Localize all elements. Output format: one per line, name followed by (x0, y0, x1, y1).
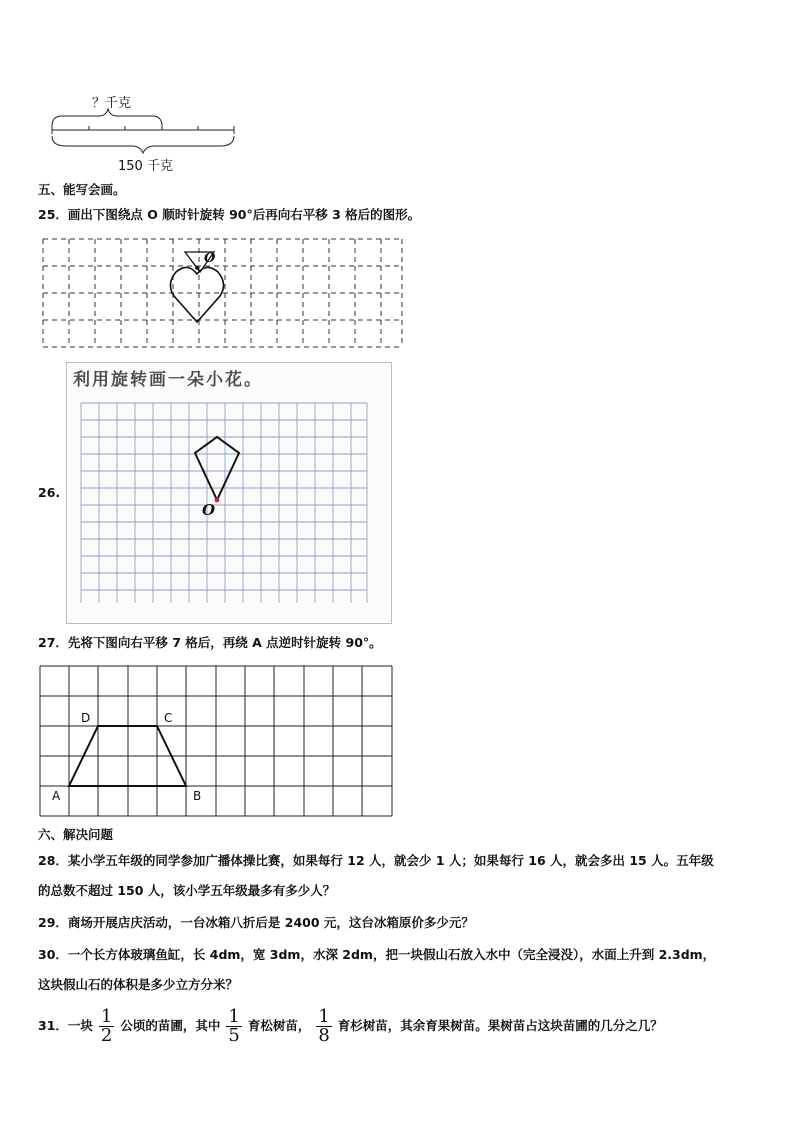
bar-model-lines (44, 92, 244, 162)
question-31-part-2: 公顷的苗圃，其中 (120, 1018, 221, 1033)
section-five-title: 五、能写会画。 (38, 182, 126, 197)
point-label-a: A (52, 789, 61, 803)
point-label-c: C (164, 711, 173, 725)
question-28-line-2: 的总数不超过 150 人，该小学五年级最多有多少人？ (38, 883, 336, 898)
question-27-grid (38, 664, 396, 820)
fraction-3-denominator: 8 (318, 1024, 330, 1046)
fraction-1-denominator: 2 (100, 1024, 113, 1046)
bar-model-bottom-label: 150 千克 (118, 159, 173, 174)
bar-model-diagram (44, 92, 244, 182)
question-25-grid (42, 238, 404, 350)
fraction-2-numerator: 1 (228, 1005, 240, 1027)
question-31 (38, 1004, 663, 1048)
question-25-text: 25．画出下图绕点 O 顺时针旋转 90°后再向右平移 3 格后的图形。 (38, 207, 421, 222)
question-29-text: 29．商场开展店庆活动，一台冰箱八折后是 2400 元，这台冰箱原价多少元？ (38, 915, 474, 930)
fraction-2-denominator: 5 (228, 1024, 240, 1046)
question-28-line-1: 28．某小学五年级的同学参加广播体操比赛，如果每行 12 人，就会少 1 人；如果每行 16 人，就会多出 15 人。五年级 (38, 853, 714, 868)
question-27-text: 27．先将下图向右平移 7 格后，再绕 A 点逆时针旋转 90°。 (38, 635, 382, 650)
fraction-1-numerator: 1 (100, 1005, 113, 1027)
point-label-b: B (193, 789, 202, 803)
question-31-part-4: 育杉树苗，其余育果树苗。果树苗占这块苗圃的几分之几？ (337, 1018, 663, 1033)
point-label-d: D (81, 711, 91, 725)
question-26-image (66, 362, 392, 624)
fraction-one-fifth (226, 1005, 241, 1046)
question-30-line-1: 30．一个长方体玻璃鱼缸，长 4dm，宽 3dm，水深 2dm，把一块假山石放入水中（完全浸没），水面上升到 2.3dm， (38, 947, 716, 962)
heart-shape (170, 252, 223, 322)
question-25-point-label: O (204, 251, 216, 266)
fraction-one-half (99, 1005, 114, 1046)
question-30-line-2: 这块假山石的体积是多少立方分米？ (38, 977, 239, 992)
section-six-title: 六、解决问题 (38, 827, 114, 842)
question-26-image-title: 利用旋转画一朵小花。 (73, 370, 263, 390)
fraction-3-numerator: 1 (318, 1005, 330, 1027)
question-31-part-3: 育松树苗， (247, 1018, 311, 1033)
bar-model-top-label: ？千克 (92, 96, 132, 111)
question-26-number: 26. (38, 485, 61, 500)
fraction-one-eighth (316, 1005, 331, 1046)
kite-shape (195, 437, 239, 500)
question-26-point-label: O (202, 501, 216, 519)
question-31-part-1: 31．一块 (38, 1018, 93, 1033)
